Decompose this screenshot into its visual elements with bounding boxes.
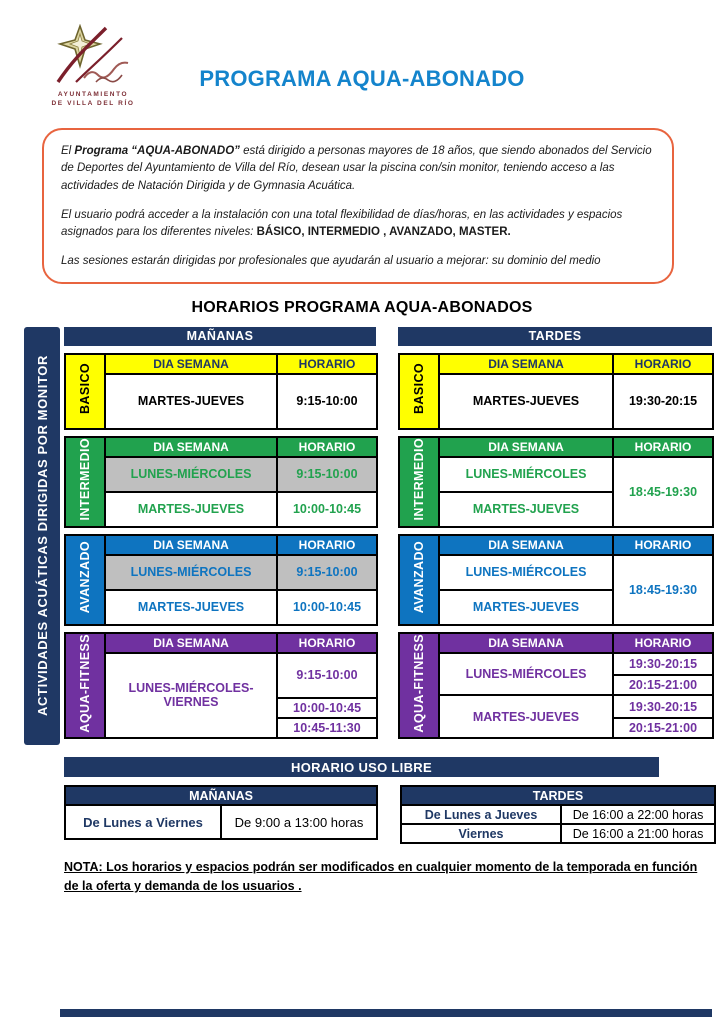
header-horario: HORARIO — [613, 535, 713, 555]
cell-time: De 16:00 a 22:00 horas — [561, 805, 715, 824]
header-dia-semana: DIA SEMANA — [105, 535, 277, 555]
table-row — [399, 555, 713, 590]
schedule-region — [24, 327, 724, 746]
level-label-basico: BASICO — [399, 354, 439, 429]
cell-day: Viernes — [401, 824, 561, 843]
header-dia-semana: DIA SEMANA — [105, 354, 277, 374]
cell-day: De Lunes a Viernes — [65, 805, 221, 839]
intro-paragraph-1 — [61, 143, 655, 195]
uso-libre-morning-header: MAÑANAS — [65, 786, 377, 805]
header-dia-semana: DIA SEMANA — [439, 633, 613, 653]
uso-libre-evening-table — [400, 785, 716, 844]
block-intermedio-evening — [398, 436, 712, 528]
table-row — [399, 457, 713, 492]
intro-p2-pre: El usuario podrá acceder a la instalación con una total flexibilidad de días/horas, en las actividades y espacios asignados para los diferentes niveles: — [61, 208, 623, 238]
cell-day: De Lunes a Jueves — [401, 805, 561, 824]
cell-time: 9:15-10:00 — [277, 653, 377, 699]
uso-libre-morning-table — [64, 785, 378, 840]
schedule-heading: HORARIOS PROGRAMA AQUA-ABONADOS — [191, 298, 533, 316]
block-aquafitness-evening — [398, 632, 712, 740]
intermedio-evening-table — [398, 436, 714, 528]
cell-time: 10:00-10:45 — [277, 492, 377, 527]
block-aquafitness-morning — [64, 632, 376, 740]
level-label-aquafitness: AQUA-FITNESS — [65, 633, 105, 739]
cell-time: De 9:00 a 13:00 horas — [221, 805, 377, 839]
cell-time: De 16:00 a 21:00 horas — [561, 824, 715, 843]
header-dia-semana: DIA SEMANA — [439, 354, 613, 374]
aquafitness-morning-table — [64, 632, 378, 740]
table-row — [65, 457, 377, 492]
cell-day: LUNES-MIÉRCOLES — [105, 555, 277, 590]
table-row — [65, 555, 377, 590]
basico-evening-table — [398, 353, 714, 430]
header-dia-semana: DIA SEMANA — [105, 633, 277, 653]
evening-column — [398, 327, 712, 746]
level-label-basico: BASICO — [65, 354, 105, 429]
block-intermedio-morning — [64, 436, 376, 528]
evening-column-header: TARDES — [398, 327, 712, 346]
aquafitness-evening-table — [398, 632, 714, 740]
sidebar-vertical-text: ACTIVIDADES ACUÁTICAS DIRIGIDAS POR MONITOR — [34, 355, 50, 717]
cell-time: 18:45-19:30 — [613, 457, 713, 527]
intermedio-morning-table — [64, 436, 378, 528]
table-row — [401, 824, 715, 843]
avanzado-evening-table — [398, 534, 714, 626]
cell-day: LUNES-MIÉRCOLES — [439, 457, 613, 492]
nota-text: NOTA: Los horarios y espacios podrán ser modificados en cualquier momento de la temporada en función de la oferta y demanda de los usuarios . — [64, 860, 698, 893]
cell-day: LUNES-MIÉRCOLES — [105, 457, 277, 492]
table-row — [65, 805, 377, 839]
intro-box — [42, 128, 674, 284]
level-label-intermedio: INTERMEDIO — [65, 437, 105, 527]
header-dia-semana: DIA SEMANA — [439, 535, 613, 555]
morning-column — [64, 327, 376, 746]
header-horario: HORARIO — [277, 535, 377, 555]
table-row — [65, 653, 377, 699]
table-row — [65, 492, 377, 527]
morning-column-header: MAÑANAS — [64, 327, 376, 346]
cell-day: MARTES-JUEVES — [105, 374, 277, 429]
logo-text-line2: DE VILLA DEL RÍO — [51, 99, 135, 107]
table-row — [65, 590, 377, 625]
header-horario: HORARIO — [277, 354, 377, 374]
table-row — [401, 805, 715, 824]
header-dia-semana: DIA SEMANA — [105, 437, 277, 457]
cell-time: 20:15-21:00 — [613, 675, 713, 695]
avanzado-morning-table — [64, 534, 378, 626]
cell-day: MARTES-JUEVES — [439, 695, 613, 738]
logo-text-line1: AYUNTAMIENTO — [57, 91, 129, 98]
header-horario: HORARIO — [613, 354, 713, 374]
cell-time: 9:15-10:00 — [277, 457, 377, 492]
cell-time: 9:15-10:00 — [277, 374, 377, 429]
page-title: PROGRAMA AQUA-ABONADO — [199, 66, 525, 91]
intro-p2-levels: BÁSICO, INTERMEDIO , AVANZADO, MASTER. — [256, 226, 511, 238]
block-avanzado-morning — [64, 534, 376, 626]
header-horario: HORARIO — [277, 437, 377, 457]
block-avanzado-evening — [398, 534, 712, 626]
cell-time: 19:30-20:15 — [613, 695, 713, 718]
intro-p1-program-name: Programa “AQUA-ABONADO” — [74, 145, 240, 157]
uso-libre-section — [64, 757, 712, 844]
sidebar-activities-label — [24, 327, 60, 746]
cell-day: MARTES-JUEVES — [439, 590, 613, 625]
cell-time: 10:00-10:45 — [277, 698, 377, 718]
cell-day: MARTES-JUEVES — [439, 492, 613, 527]
intro-paragraph-2 — [61, 207, 655, 242]
intro-p1-pre: El — [61, 145, 75, 157]
basico-morning-table — [64, 353, 378, 430]
cell-time: 9:15-10:00 — [277, 555, 377, 590]
table-row — [399, 653, 713, 676]
level-label-avanzado: AVANZADO — [65, 535, 105, 625]
intro-paragraph-3: Las sesiones estarán dirigidas por profesionales que ayudarán al usuario a mejorar: su dominio del medio — [61, 255, 601, 268]
header-horario: HORARIO — [277, 633, 377, 653]
level-label-avanzado: AVANZADO — [399, 535, 439, 625]
footer-bar — [60, 1009, 712, 1017]
cell-day: MARTES-JUEVES — [105, 590, 277, 625]
cell-day: LUNES-MIÉRCOLES — [439, 555, 613, 590]
block-basico-morning — [64, 353, 376, 430]
cell-time: 19:30-20:15 — [613, 374, 713, 429]
uso-libre-tables — [64, 785, 712, 844]
cell-time: 10:45-11:30 — [277, 718, 377, 738]
intro-p1-rest: está dirigido a personas mayores de 18 años, que siendo abonados del Servicio de Deportes del Ayuntamiento de Villa del Río, desean usar la piscina con/sin monitor, teniendo acceso a las actividades de Natación Dirigida y de Gymnasia Acuática. — [61, 145, 652, 192]
schedule-columns — [64, 327, 712, 746]
level-label-aquafitness: AQUA-FITNESS — [399, 633, 439, 739]
cell-day: MARTES-JUEVES — [439, 374, 613, 429]
header-horario: HORARIO — [613, 633, 713, 653]
header-dia-semana: DIA SEMANA — [439, 437, 613, 457]
cell-day: LUNES-MIÉRCOLES — [439, 653, 613, 696]
cell-day: MARTES-JUEVES — [105, 492, 277, 527]
cell-time: 18:45-19:30 — [613, 555, 713, 625]
uso-libre-evening-header: TARDES — [401, 786, 715, 805]
block-basico-evening — [398, 353, 712, 430]
table-row — [399, 374, 713, 429]
table-row — [399, 695, 713, 718]
table-row — [65, 374, 377, 429]
header-horario: HORARIO — [613, 437, 713, 457]
cell-time: 19:30-20:15 — [613, 653, 713, 676]
level-label-intermedio: INTERMEDIO — [399, 437, 439, 527]
cell-time: 20:15-21:00 — [613, 718, 713, 738]
uso-libre-heading: HORARIO USO LIBRE — [64, 757, 659, 777]
cell-time: 10:00-10:45 — [277, 590, 377, 625]
cell-day: LUNES-MIÉRCOLES-VIERNES — [105, 653, 277, 739]
page-header — [0, 0, 724, 112]
